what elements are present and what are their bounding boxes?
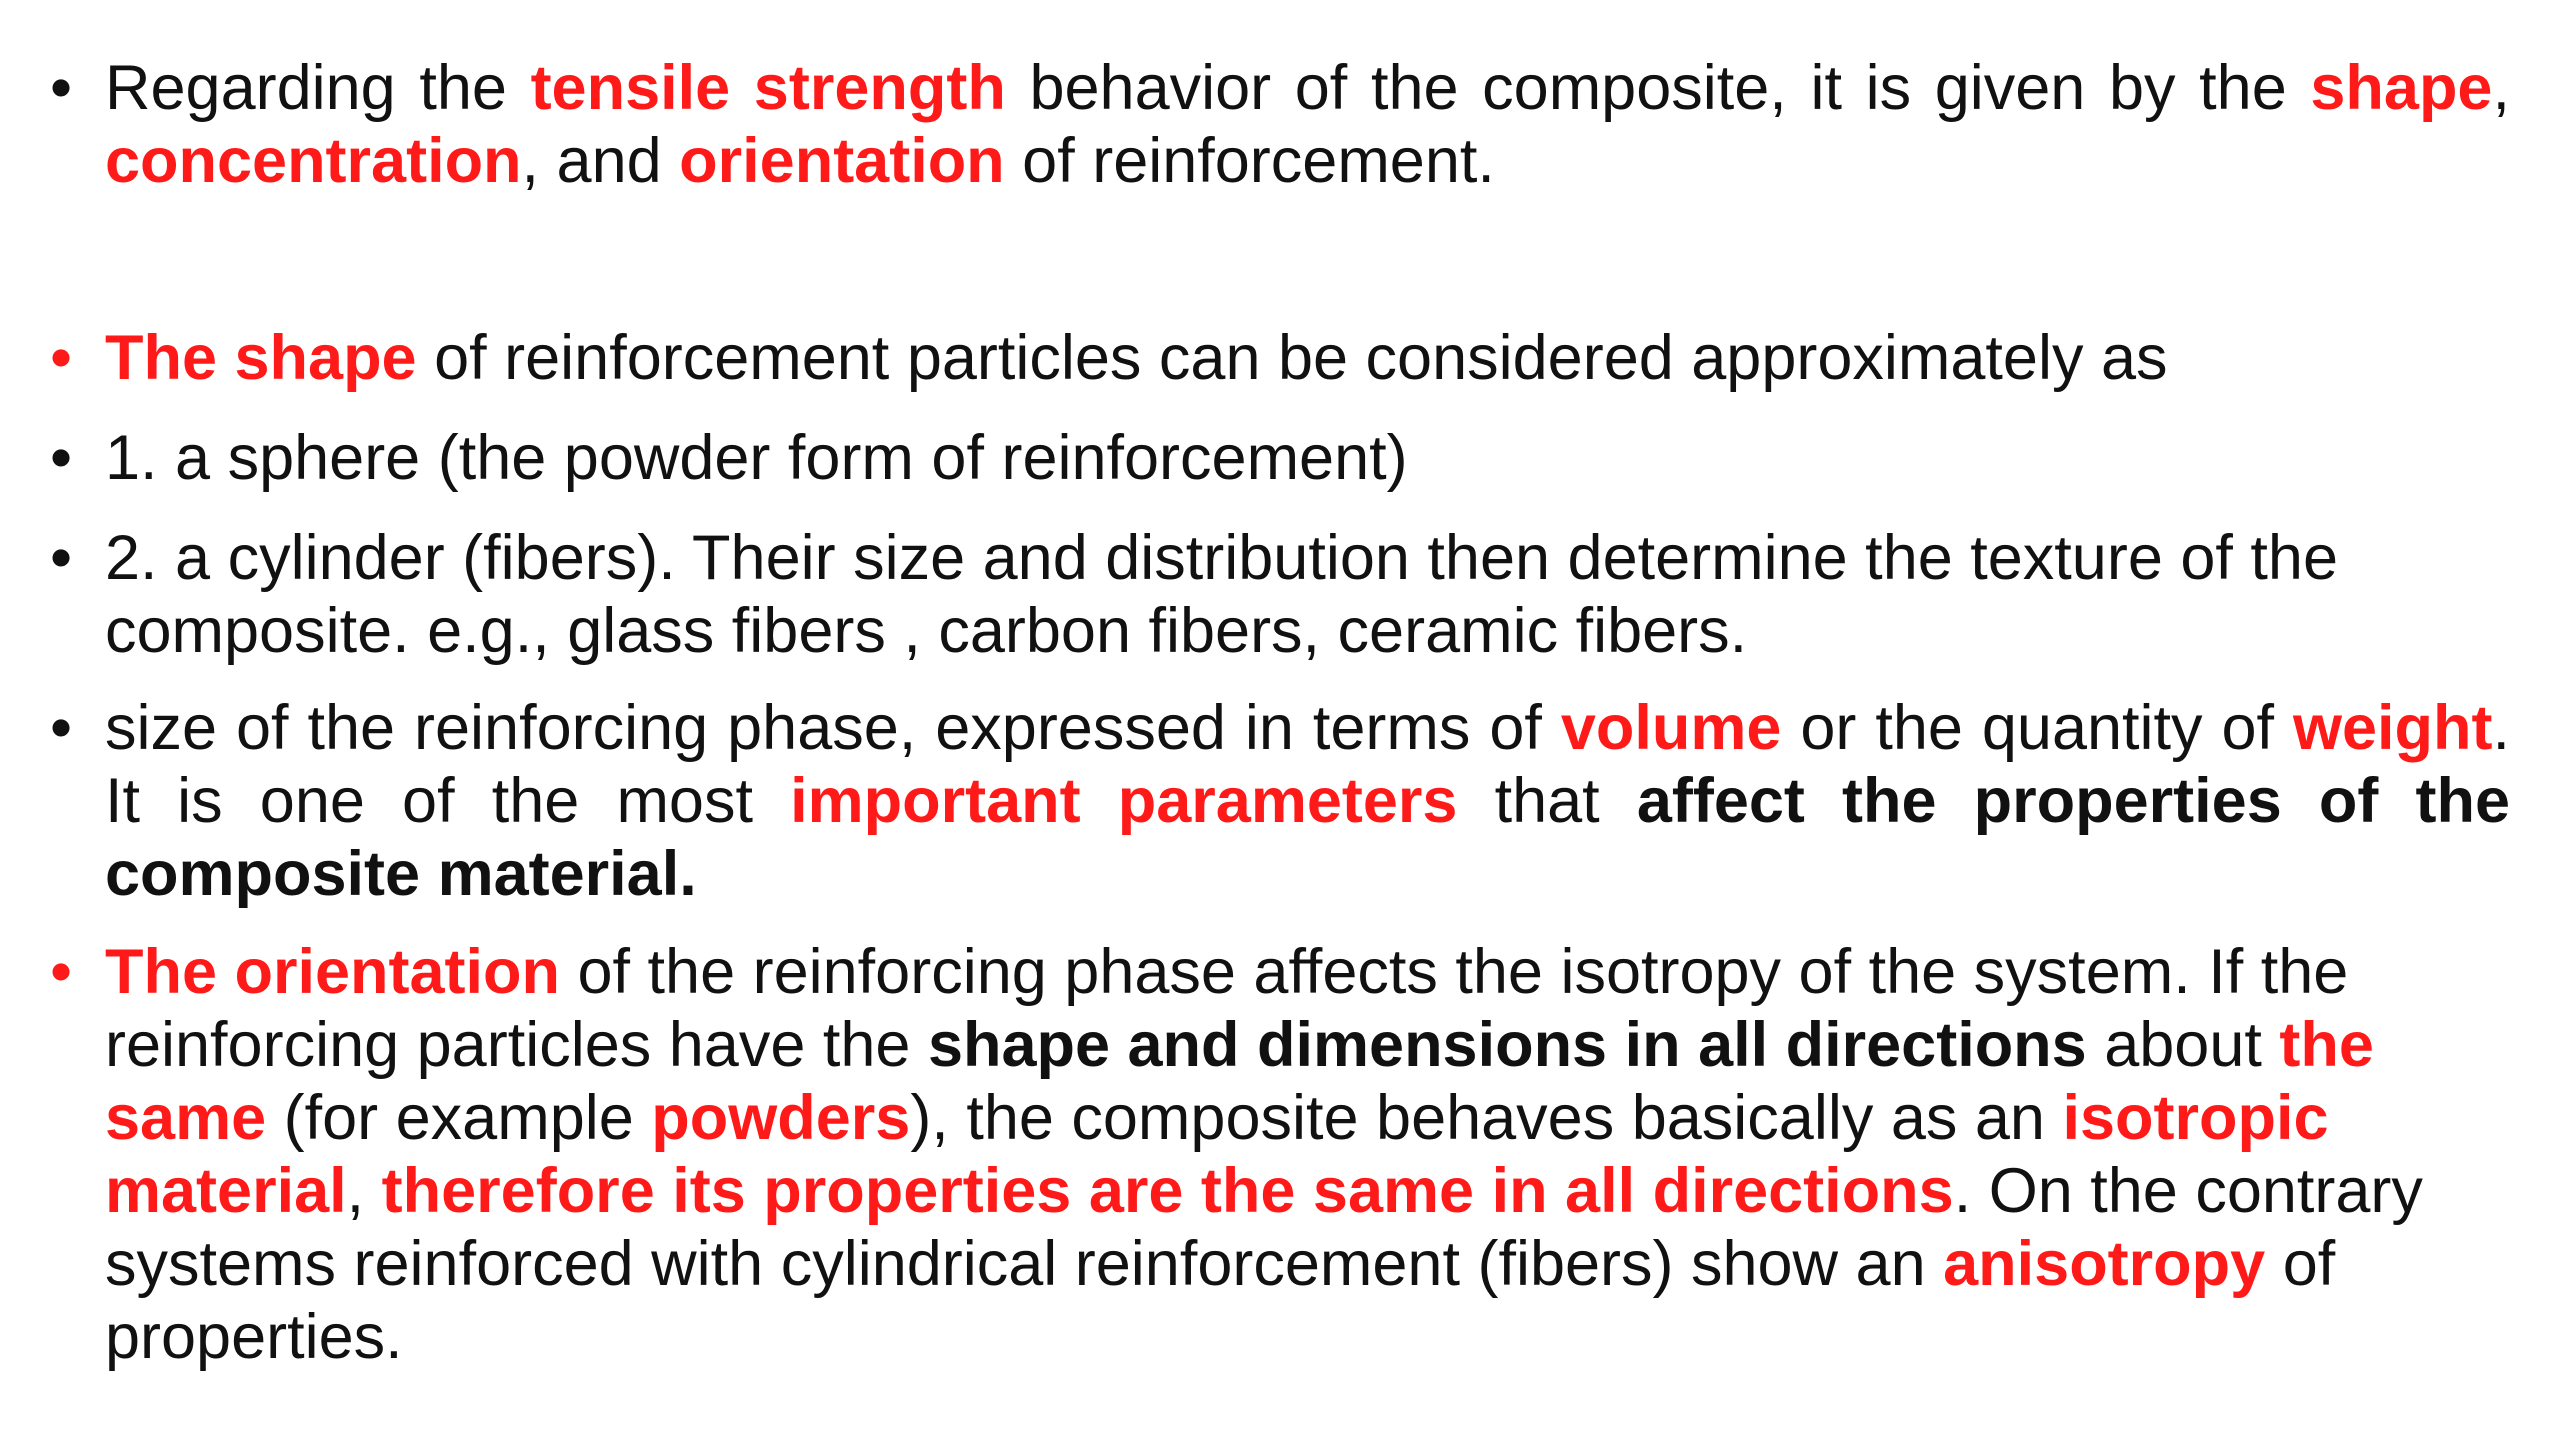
bullet-marker: •	[50, 523, 73, 593]
bold-phrase: affect the properties of the composite material.	[105, 766, 2510, 909]
text-run: size of the reinforcing phase, expressed in terms of	[105, 693, 1561, 763]
highlight-term: the same	[105, 1010, 2374, 1153]
bullet-cylinder	[50, 522, 2510, 668]
highlight-term: tensile strength	[530, 53, 1006, 123]
text-run: 1. a sphere (the powder form of reinforcement)	[105, 423, 1408, 493]
text-run: . It is one of the most	[105, 693, 2510, 836]
text-run: of reinforcement.	[1004, 126, 1495, 196]
bold-phrase: shape and dimensions in all directions	[927, 1010, 2087, 1080]
bullet-marker: •	[50, 323, 73, 393]
bullet-text	[105, 422, 2510, 495]
highlight-term: powders	[651, 1083, 911, 1153]
bullet-text	[105, 522, 2510, 668]
bullet-text	[105, 936, 2510, 1374]
bullet-the-shape	[50, 322, 2510, 395]
highlight-term: volume	[1560, 693, 1782, 763]
text-run: behavior of the composite, it is given by the	[1005, 53, 2311, 123]
bullet-text	[105, 52, 2510, 198]
highlight-term: The orientation	[105, 937, 560, 1007]
text-run: (for example	[266, 1083, 652, 1153]
bullet-marker: •	[50, 693, 73, 763]
text-run: about	[2086, 1010, 2280, 1080]
text-run: . On the contrary systems reinforced with cylindrical reinforcement (fibers) show an	[105, 1156, 2423, 1299]
bullet-marker: •	[50, 53, 73, 123]
highlight-term: The shape	[105, 323, 417, 393]
highlight-term: isotropic material	[105, 1083, 2329, 1226]
highlight-term: therefore its properties are the same in all directions	[381, 1156, 1954, 1226]
bullet-sphere	[50, 422, 2510, 495]
bullet-the-orientation	[50, 936, 2510, 1374]
text-run: ), the composite behaves basically as an	[910, 1083, 2063, 1153]
bullet-tensile-strength	[50, 52, 2510, 198]
text-run: that	[1457, 766, 1637, 836]
bullet-marker: •	[50, 423, 73, 493]
text-run: of properties.	[105, 1229, 2336, 1372]
bullet-marker: •	[50, 937, 73, 1007]
text-run: ,	[346, 1156, 382, 1226]
text-run: of reinforcement particles can be considered approximately as	[416, 323, 2168, 393]
highlight-term: important parameters	[790, 766, 1458, 836]
highlight-term: shape	[2310, 53, 2493, 123]
text-run: Regarding the	[105, 53, 531, 123]
highlight-term: concentration	[105, 126, 522, 196]
text-run: 2. a cylinder (fibers). Their size and distribution then determine the texture of the composite. e.g., glass fibers , carbon fibers, ceramic fibers.	[105, 523, 2338, 666]
text-run: ,	[2492, 53, 2510, 123]
highlight-term: anisotropy	[1943, 1229, 2266, 1299]
text-run: of the reinforcing phase affects the isotropy of the system. If the reinforcing particles have the	[105, 937, 2349, 1080]
bullet-text	[105, 322, 2510, 395]
highlight-term: orientation	[679, 126, 1005, 196]
bullet-text	[105, 692, 2510, 911]
text-run: , and	[521, 126, 680, 196]
text-run: or the quantity of	[1781, 693, 2293, 763]
highlight-term: weight	[2292, 693, 2493, 763]
bullet-size-reinforcing-phase	[50, 692, 2510, 911]
